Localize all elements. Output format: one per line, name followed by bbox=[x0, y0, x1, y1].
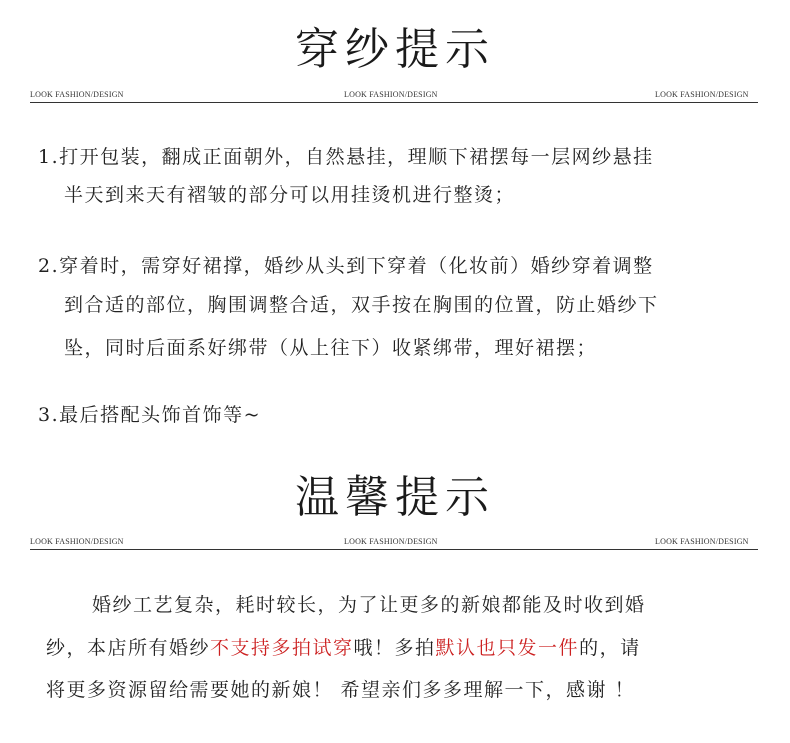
notice-line2 bbox=[46, 624, 641, 672]
notice-line2-text-b: 哦！多拍 bbox=[353, 637, 436, 659]
section1-label-right: LOOK FASHION/DESIGN bbox=[655, 90, 749, 99]
item1-line2: 半天到来天有褶皱的部分可以用挂烫机进行整烫； bbox=[64, 184, 516, 206]
notice-line1: 婚纱工艺复杂，耗时较长，为了让更多的新娘都能及时收到婚 bbox=[92, 594, 646, 616]
section2-divider bbox=[30, 549, 758, 550]
notice-line2-text-a: 纱，本店所有婚纱 bbox=[46, 637, 211, 659]
section1-title: 穿纱提示 bbox=[295, 24, 495, 75]
item3-line1: 3.最后搭配头饰首饰等~ bbox=[38, 404, 262, 426]
section1-label-left: LOOK FASHION/DESIGN bbox=[30, 90, 124, 99]
section2-title: 温馨提示 bbox=[295, 472, 495, 523]
section1-label-center: LOOK FASHION/DESIGN bbox=[344, 90, 438, 99]
section2-label-right: LOOK FASHION/DESIGN bbox=[655, 537, 749, 546]
notice-highlight-no-multi-tryon: 不支持多拍试穿 bbox=[210, 637, 354, 659]
section2-label-center: LOOK FASHION/DESIGN bbox=[344, 537, 438, 546]
section1-divider bbox=[30, 102, 758, 103]
item2-line3: 坠，同时后面系好绑带（从上往下）收紧绑带，理好裙摆； bbox=[64, 337, 598, 359]
item1-line1: 1.打开包装，翻成正面朝外，自然悬挂，理顺下裙摆每一层网纱悬挂 bbox=[38, 146, 654, 168]
notice-line3: 将更多资源留给需要她的新娘！ 希望亲们多多理解一下，感谢 ！ bbox=[46, 679, 636, 701]
item2-line1: 2.穿着时，需穿好裙撑，婚纱从头到下穿着（化妆前）婚纱穿着调整 bbox=[38, 255, 654, 277]
notice-highlight-one-piece: 默认也只发一件 bbox=[435, 637, 580, 659]
item2-line2: 到合适的部位，胸围调整合适，双手按在胸围的位置，防止婚纱下 bbox=[64, 294, 659, 316]
notice-line2-text-c: 的，请 bbox=[579, 637, 641, 659]
section2-label-left: LOOK FASHION/DESIGN bbox=[30, 537, 124, 546]
